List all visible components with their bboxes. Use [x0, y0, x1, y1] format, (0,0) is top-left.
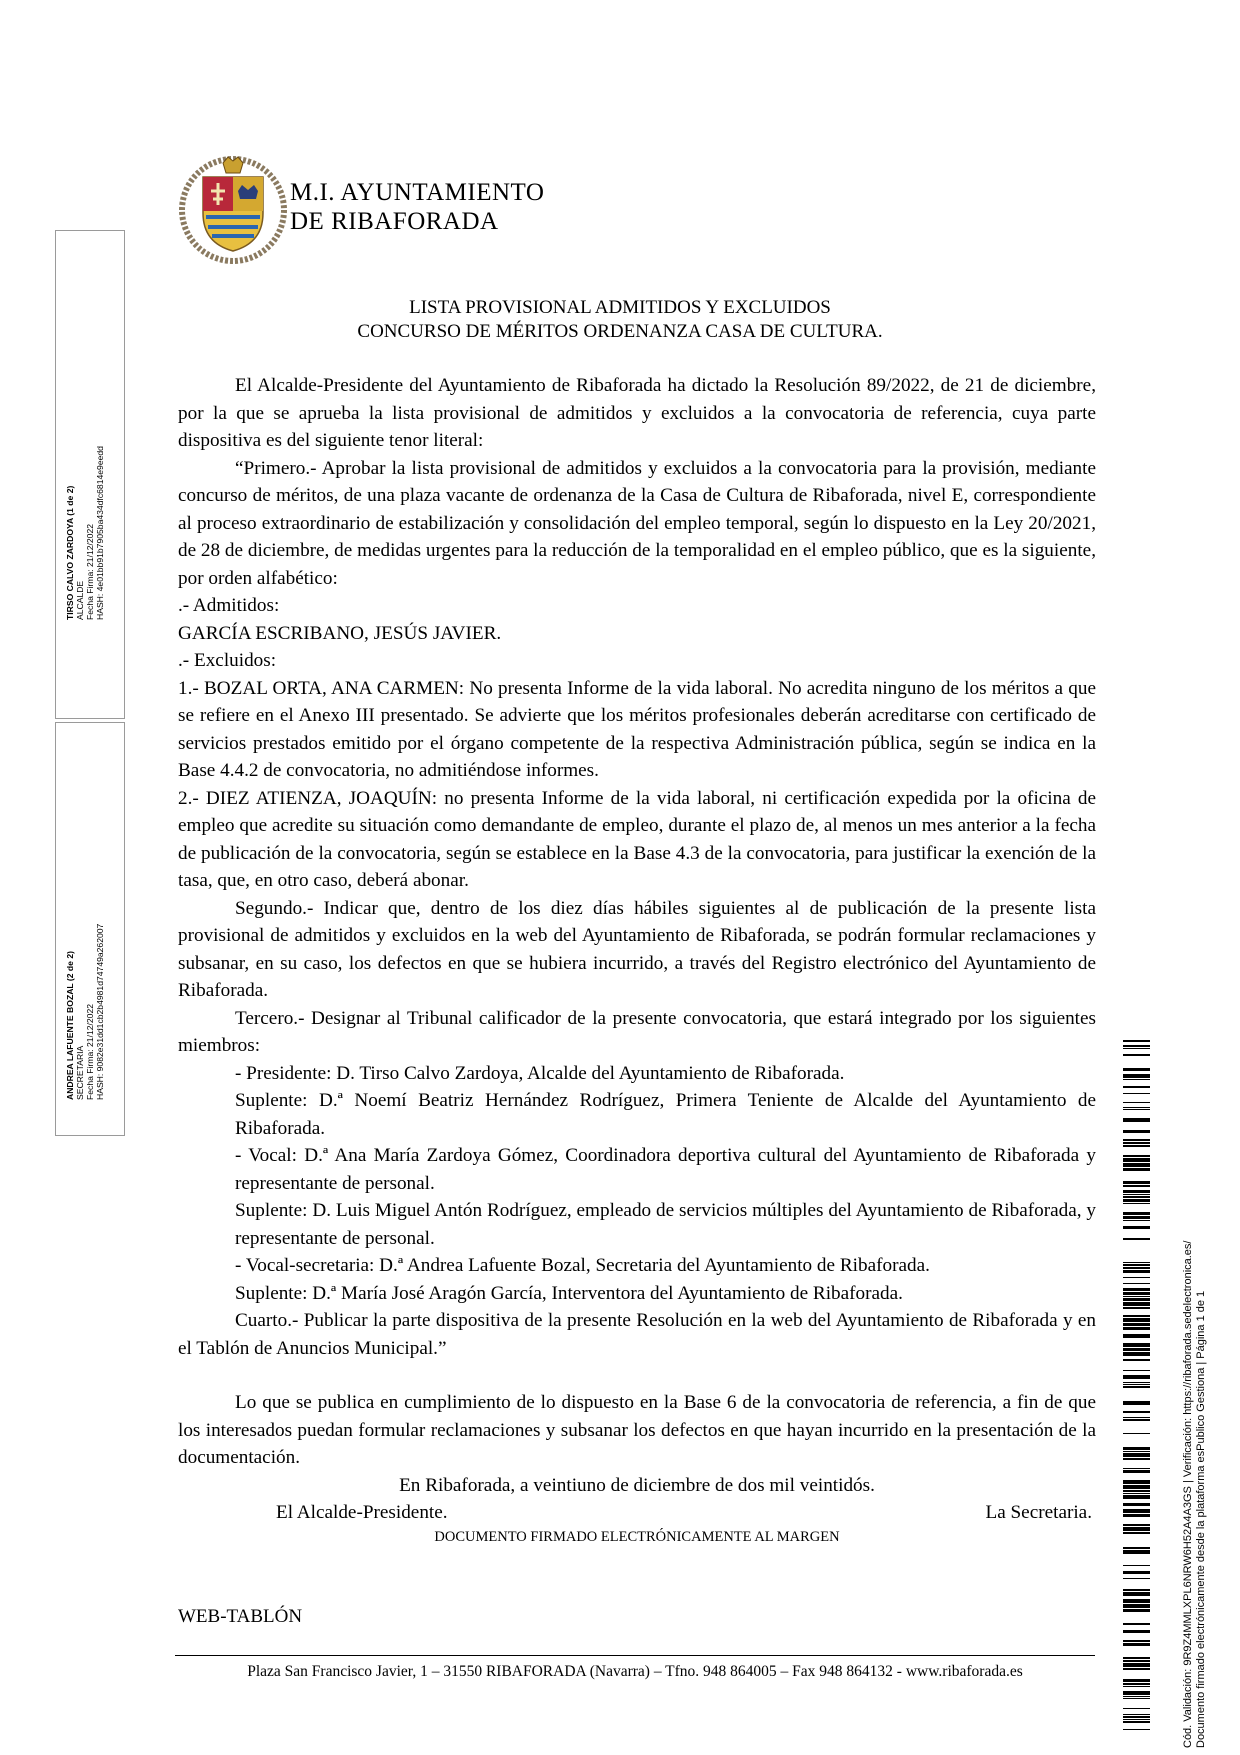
tribunal-member: - Presidente: D. Tirso Calvo Zardoya, Alcalde del Ayuntamiento de Ribaforada. [235, 1062, 845, 1084]
signature-1-role: ALCALDE [75, 580, 85, 620]
org-name-line2: DE RIBAFORADA [290, 208, 499, 235]
organization-name [290, 178, 544, 236]
primero-paragraph: “Primero.- Aprobar la lista provisional de admitidos y excluidos a la convocatoria para la provisión, mediante concurso de méritos, de una plaza vacante de ordenanza de la Casa de Cultura de Ribaforada, nivel E, correspondiente al proceso extraordinario de estabilización y consolidación del empleo temporal, según lo dispuesto en la Ley 20/2021, de 28 de diciembre, de medidas urgentes para la reducción de la temporalidad en el empleo público, que es la siguiente, por orden alfabético: [178, 457, 1096, 589]
signers-row [178, 1499, 1096, 1527]
tribunal-member: Suplente: D. Luis Miguel Antón Rodríguez, empleado de servicios múltiples del Ayuntamiento de Ribaforada, y representante de personal. [235, 1200, 1096, 1249]
footer-address: Plaza San Francisco Javier, 1 – 31550 RIBAFORADA (Navarra) – Tfno. 948 864005 – Fax 948 864132 - www.ribaforada.es [247, 1663, 1023, 1680]
verification-text [1182, 1241, 1208, 1748]
document-body [178, 372, 1096, 1547]
signer-left: El Alcalde-Presidente. [276, 1502, 448, 1523]
place-date: En Ribaforada, a veintiuno de diciembre de dos mil veintidós. [399, 1474, 875, 1496]
coat-of-arms-logo [178, 155, 288, 265]
org-name-line1: M.I. AYUNTAMIENTO [290, 179, 545, 206]
signed-electronically-note: DOCUMENTO FIRMADO ELECTRÓNICAMENTE AL MARGEN [434, 1528, 840, 1545]
footer-divider [175, 1655, 1095, 1656]
signature-1-date: Fecha Firma: 21/12/2022 [85, 523, 95, 620]
cuarto-paragraph: Cuarto.- Publicar la parte dispositiva de la presente Resolución en la web del Ayuntamiento de Ribaforada y en el Tablón de Anuncios Municipal.” [178, 1310, 1096, 1359]
validation-barcode [1123, 1040, 1150, 1730]
signature-2-date: Fecha Firma: 21/12/2022 [85, 1003, 95, 1100]
segundo-paragraph: Segundo.- Indicar que, dentro de los diez días hábiles siguientes al de publicación de la presente lista provisional de admitidos y excluidos en la web del Ayuntamiento de Ribaforada, se podrán formular reclamaciones y subsanar, en su caso, los defectos en que se hubiera incurrido, a través del Registro electrónico del Ayuntamiento de Ribaforada. [178, 897, 1096, 1001]
signature-1-hash: HASH: 4e01bb91b7905ba434dfc6814e9eedd [95, 446, 105, 620]
verification-line2: Documento firmado electrónicamente desde la plataforma esPublico Gestiona | Página 1 de 1 [1195, 1290, 1207, 1748]
tribunal-member: - Vocal-secretaria: D.ª Andrea Lafuente Bozal, Secretaria del Ayuntamiento de Ribaforada. [235, 1255, 930, 1276]
verification-line1: Cód. Validación: 9R9Z4MMLXPL6NRW6H52A4A3GS | Verificación: https://ribaforada.sedelectronica.es/ [1182, 1240, 1194, 1748]
signature-stamp-1 [65, 446, 105, 620]
intro-paragraph: El Alcalde-Presidente del Ayuntamiento de Ribaforada ha dictado la Resolución 89/2022, de 21 de diciembre, por la que se aprueba la lista provisional de admitidos y excluidos a la convocatoria de referencia, cuya parte dispositiva es del siguiente tenor literal: [178, 375, 1096, 451]
excluidos-label: .- Excluidos: [178, 650, 277, 671]
tribunal-member: - Vocal: D.ª Ana María Zardoya Gómez, Coordinadora deportiva cultural del Ayuntamiento de Ribaforada y representante de personal. [235, 1145, 1096, 1194]
signature-1-name: TIRSO CALVO ZARDOYA (1 de 2) [65, 485, 75, 620]
excluido-item: 2.- DIEZ ATIENZA, JOAQUÍN: no presenta Informe de la vida laboral, ni certificación expedida por la oficina de empleo que acredite su situación como demandante de empleo, durante el plazo de, al menos un mes anterior a la fecha de publicación de la convocatoria, según se establece en la Base 4.3 de la convocatoria, para justificar la exención de la tasa, que, en otro caso, deberá abonar. [178, 787, 1096, 891]
admitido-item: GARCÍA ESCRIBANO, JESÚS JAVIER. [178, 622, 502, 644]
signature-2-name: ANDREA LAFUENTE BOZAL (2 de 2) [65, 951, 75, 1100]
tribunal-member: Suplente: D.ª Noemí Beatriz Hernández Rodríguez, Primera Teniente de Alcalde del Ayuntamiento de Ribaforada. [235, 1090, 1096, 1139]
excluido-item: 1.- BOZAL ORTA, ANA CARMEN: No presenta Informe de la vida laboral. No acredita ninguno de los méritos a que se refiere en el Anexo III presentado. Se advierte que los méritos profesionales deberán acreditarse con certificado de servicios prestados emitido por el órgano competente de la respectiva Administración pública, según se indica en la Base 4.4.2 de convocatoria, no admitiéndose informes. [178, 677, 1096, 781]
tribunal-member: Suplente: D.ª María José Aragón García, Interventora del Ayuntamiento de Ribaforada. [235, 1282, 903, 1304]
web-tablon-label: WEB-TABLÓN [178, 1606, 303, 1627]
document-title [0, 296, 1240, 344]
closing-paragraph: Lo que se publica en cumplimiento de lo dispuesto en la Base 6 de la convocatoria de referencia, a fin de que los interesados puedan formular reclamaciones y subsanar los defectos en que hayan incurrido en la presentación de la documentación. [178, 1392, 1096, 1468]
signature-2-hash: HASH: 9082e31dd1cb2b4981d74749a262007 [95, 923, 105, 1100]
signature-stamp-2 [65, 924, 105, 1100]
tercero-paragraph: Tercero.- Designar al Tribunal calificador de la presente convocatoria, que estará integrado por los siguientes miembros: [178, 1007, 1096, 1056]
signature-2-role: SECRETARIA [75, 1045, 85, 1100]
signer-right: La Secretaria. [985, 1502, 1092, 1523]
title-line1: LISTA PROVISIONAL ADMITIDOS Y EXCLUIDOS [409, 297, 831, 318]
title-line2: CONCURSO DE MÉRITOS ORDENANZA CASA DE CULTURA. [357, 321, 883, 342]
admitidos-label: .- Admitidos: [178, 595, 280, 616]
